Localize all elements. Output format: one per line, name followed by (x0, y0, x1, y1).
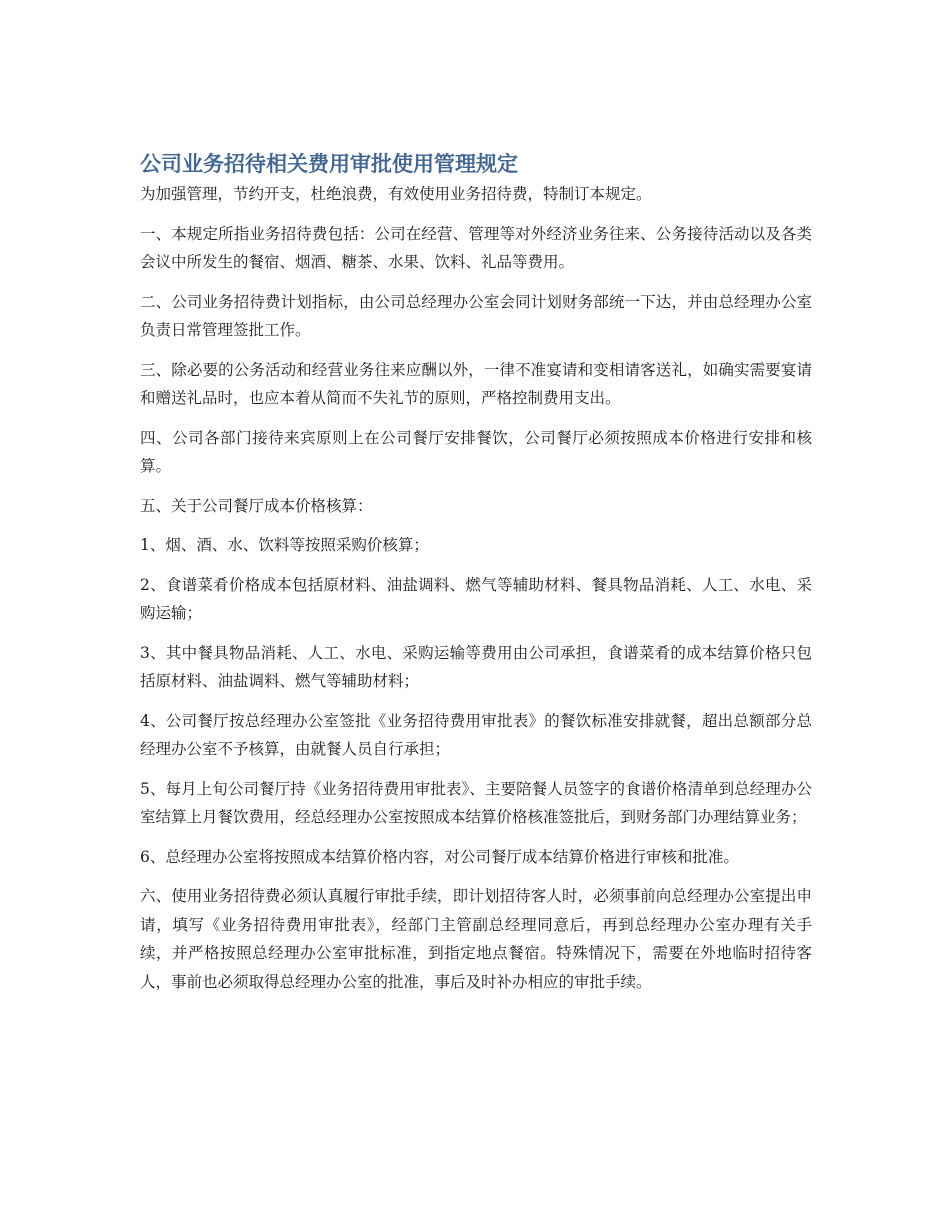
paragraph-item-5: 5、每月上旬公司餐厅持《业务招待费用审批表》、主要陪餐人员签字的食谱价格清单到总经理办公室结算上月餐饮费用，经总经理办公室按照成本结算价格核准签批后，到财务部门办理结算业务； (140, 779, 812, 826)
paragraph-item-6: 6、总经理办公室将按照成本结算价格内容，对公司餐厅成本结算价格进行审核和批准。 (140, 847, 739, 866)
paragraph-section-5: 五、关于公司餐厅成本价格核算： (140, 496, 373, 515)
paragraph-item-1: 1、烟、酒、水、饮料等按照采购价核算； (140, 536, 429, 554)
paragraph-section-2: 二、公司业务招待费计划指标，由公司总经理办公室会同计划财务部统一下达，并由总经理办公室负责日常管理签批工作。 (140, 292, 812, 339)
paragraph-section-3: 三、除必要的公务活动和经营业务往来应酬以外，一律不准宴请和变相请客送礼，如确实需要宴请和赠送礼品时，也应本着从简而不失礼节的原则，严格控制费用支出。 (140, 360, 812, 407)
paragraph-section-1: 一、本规定所指业务招待费包括：公司在经营、管理等对外经济业务往来、公务接待活动以及各类会议中所发生的餐宿、烟酒、糖茶、水果、饮料、礼品等费用。 (140, 224, 812, 271)
paragraph-section-4: 四、公司各部门接待来宾原则上在公司餐厅安排餐饮，公司餐厅必须按照成本价格进行安排和核算。 (140, 428, 812, 475)
paragraph-section-6: 六、使用业务招待费必须认真履行审批手续，即计划招待客人时，必须事前向总经理办公室提出申请，填写《业务招待费用审批表》，经部门主管副总经理同意后，再到总经理办公室办理有关手续，并严格按照总经理办公室审批标准，到指定地点餐宿。特殊情况下，需要在外地临时招待客人，事前也必须取得总经理办公室的批准，事后及时补办相应的审批手续。 (140, 887, 812, 991)
paragraph-item-3: 3、其中餐具物品消耗、人工、水电、采购运输等费用由公司承担，食谱菜肴的成本结算价格只包括原材料、油盐调料、燃气等辅助材料； (140, 643, 812, 690)
document-title: 公司业务招待相关费用审批使用管理规定 (140, 152, 518, 176)
paragraph-intro: 为加强管理，节约开支，杜绝浪费，有效使用业务招待费，特制订本规定。 (140, 185, 652, 203)
document-page (140, 148, 812, 1007)
paragraph-item-2: 2、食谱菜肴价格成本包括原材料、油盐调料、燃气等辅助材料、餐具物品消耗、人工、水电、采购运输； (140, 575, 812, 622)
paragraph-item-4: 4、公司餐厅按总经理办公室签批《业务招待费用审批表》的餐饮标准安排就餐，超出总额部分总经理办公室不予核算，由就餐人员自行承担； (140, 711, 812, 758)
